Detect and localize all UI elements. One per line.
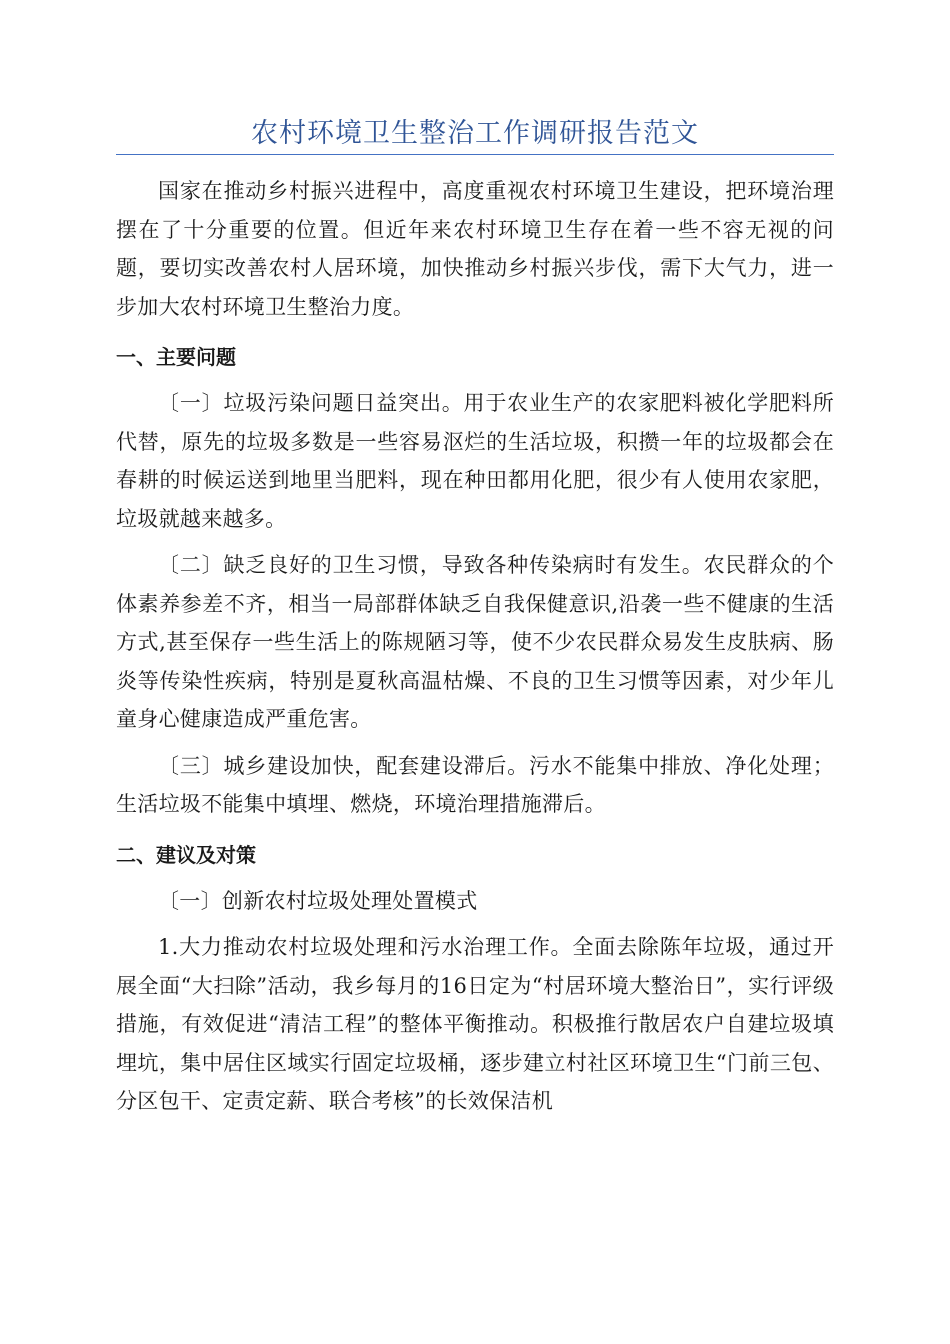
document-body (116, 172, 834, 1121)
problem-paragraph-3: 〔三〕城乡建设加快，配套建设滞后。污水不能集中排放、净化处理；生活垃圾不能集中填埋、燃烧，环境治理措施滞后。 (116, 753, 834, 816)
document-title: 农村环境卫生整治工作调研报告范文 (251, 118, 699, 149)
suggestion-paragraph-1: 1.大力推动农村垃圾处理和污水治理工作。全面去除陈年垃圾，通过开展全面“大扫除”活动，我乡每月的16日定为“村居环境大整治日”，实行评级措施，有效促进“清洁工程”的整体平衡推动。积极推行散居农户自建垃圾填埋坑，集中居住区域实行固定垃圾桶，逐步建立村社区环境卫生“门前三包、分区包干、定责定薪、联合考核”的长效保洁机 (116, 935, 834, 1113)
intro-paragraph: 国家在推动乡村振兴进程中，高度重视农村环境卫生建设，把环境治理摆在了十分重要的位置。但近年来农村环境卫生存在着一些不容无视的问题，要切实改善农村人居环境，加快推动乡村振兴步伐，需下大气力，进一步加大农村环境卫生整治力度。 (116, 179, 834, 319)
section-heading-problems: 一、主要问题 (116, 345, 236, 369)
title-underline (116, 154, 834, 155)
suggestion-subheading-1: 〔一〕创新农村垃圾处理处置模式 (158, 888, 478, 913)
problem-paragraph-2: 〔二〕缺乏良好的卫生习惯，导致各种传染病时有发生。农民群众的个体素养参差不齐，相当一局部群体缺乏自我保健意识,沿袭一些不健康的生活方式,甚至保存一些生活上的陈规陋习等，使不少农民群众易发生皮肤病、肠炎等传染性疾病，特别是夏秋高温枯燥、不良的卫生习惯等因素，对少年儿童身心健康造成严重危害。 (116, 553, 834, 731)
problem-paragraph-1: 〔一〕垃圾污染问题日益突出。用于农业生产的农家肥料被化学肥料所代替，原先的垃圾多数是一些容易沤烂的生活垃圾，积攒一年的垃圾都会在春耕的时候运送到地里当肥料，现在种田都用化肥，很少有人使用农家肥，垃圾就越来越多。 (116, 391, 834, 531)
section-heading-suggestions: 二、建议及对策 (116, 842, 256, 867)
